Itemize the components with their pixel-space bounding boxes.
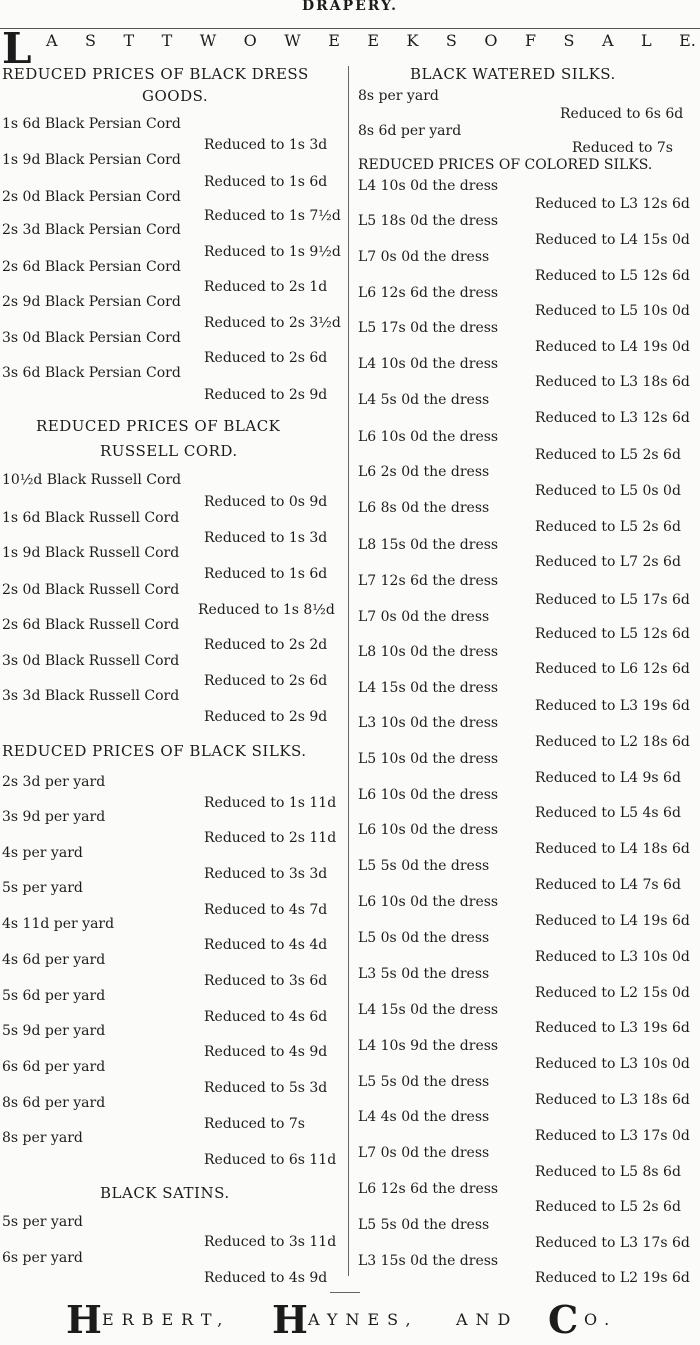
price-item: 1s 6d Black Persian Cord [2, 116, 181, 132]
banner-letter: T [123, 31, 135, 50]
reduced-price: Reduced to 2s 2d [204, 637, 328, 653]
banner-letter: K [406, 31, 419, 50]
reduced-price: Reduced to L3 19s 6d [535, 698, 690, 714]
price-item: 1s 9d Black Russell Cord [2, 545, 180, 561]
header-label: DRAPERY. [301, 0, 399, 14]
banner-initial: L [2, 24, 32, 73]
reduced-price: Reduced to 2s 1d [204, 279, 328, 295]
reduced-price: Reduced to L4 9s 6d [535, 770, 681, 786]
reduced-price: Reduced to L4 19s 0d [535, 339, 690, 355]
price-item: L4 5s 0d the dress [358, 392, 490, 408]
reduced-price: Reduced to 1s 3d [204, 530, 328, 546]
reduced-price: Reduced to 1s 9½d [204, 244, 341, 260]
banner-letter: W [284, 31, 301, 50]
price-item: L6 2s 0d the dress [358, 464, 490, 480]
price-item: 5s per yard [2, 1214, 83, 1230]
price-item: 2s 6d Black Russell Cord [2, 617, 180, 633]
reduced-price: Reduced to L5 2s 6d [535, 1199, 681, 1215]
reduced-price: Reduced to L4 18s 6d [535, 841, 690, 857]
reduced-price: Reduced to L2 15s 0d [535, 985, 690, 1001]
price-item: L6 10s 0d the dress [358, 822, 499, 838]
footer-word: AYNES, [308, 1310, 419, 1329]
reduced-price: Reduced to L3 10s 0d [535, 949, 690, 965]
price-item: 5s 9d per yard [2, 1023, 106, 1039]
reduced-price: Reduced to 1s 6d [204, 566, 328, 582]
banner-letter: W [199, 31, 217, 50]
banner-letter: E. [679, 31, 696, 50]
footer-initial: H [272, 1297, 308, 1342]
banner-letter: O [243, 31, 257, 50]
price-item: 2s 6d Black Persian Cord [2, 259, 181, 275]
reduced-price: Reduced to L3 17s 0d [535, 1128, 690, 1144]
price-item: 8s per yard [358, 88, 439, 104]
reduced-price: Reduced to L5 12s 6d [535, 626, 690, 642]
price-item: L6 12s 6d the dress [358, 285, 499, 301]
footer-word: ERBERT, [102, 1310, 231, 1329]
banner-letter: A [601, 31, 614, 50]
price-item: L5 17s 0d the dress [358, 320, 499, 336]
reduced-price: Reduced to L5 12s 6d [535, 268, 690, 284]
price-item: L4 15s 0d the dress [358, 680, 499, 696]
price-item: L6 8s 0d the dress [358, 500, 490, 516]
reduced-price: Reduced to 1s 6d [204, 174, 328, 190]
reduced-price: Reduced to L4 15s 0d [535, 232, 690, 248]
reduced-price: Reduced to L3 12s 6d [535, 410, 690, 426]
reduced-price: Reduced to L3 12s 6d [535, 196, 690, 212]
price-item: 3s 3d Black Russell Cord [2, 688, 180, 704]
reduced-price: Reduced to L3 17s 6d [535, 1235, 690, 1251]
reduced-price: Reduced to L5 2s 6d [535, 447, 681, 463]
footer-signature [0, 1298, 700, 1345]
reduced-price: Reduced to L6 12s 6d [535, 661, 690, 677]
price-item: L7 12s 6d the dress [358, 573, 499, 589]
reduced-price: Reduced to L3 10s 0d [535, 1056, 690, 1072]
price-item: L6 10s 0d the dress [358, 894, 499, 910]
reduced-price: Reduced to 2s 9d [204, 387, 328, 403]
sale-banner [0, 24, 700, 73]
price-item: 6s 6d per yard [2, 1059, 106, 1075]
reduced-price: Reduced to 3s 6d [204, 973, 328, 989]
reduced-price: Reduced to 7s [204, 1116, 305, 1132]
reduced-price: Reduced to L2 19s 6d [535, 1270, 690, 1286]
reduced-price: Reduced to 0s 9d [204, 494, 328, 510]
reduced-price: Reduced to L3 18s 6d [535, 1092, 690, 1108]
price-item: L6 12s 6d the dress [358, 1181, 499, 1197]
price-item: 2s 0d Black Persian Cord [2, 189, 181, 205]
price-item: 2s 3d per yard [2, 774, 106, 790]
section-title-silks: REDUCED PRICES OF BLACK SILKS. [2, 742, 307, 760]
price-item: L5 5s 0d the dress [358, 858, 490, 874]
price-item: 10½d Black Russell Cord [2, 472, 182, 488]
reduced-price: Reduced to L5 8s 6d [535, 1164, 681, 1180]
reduced-price: Reduced to L3 19s 6d [535, 1020, 690, 1036]
price-item: 1s 6d Black Russell Cord [2, 510, 180, 526]
footer-initial: C [548, 1297, 579, 1342]
reduced-price: Reduced to 4s 6d [204, 1009, 328, 1025]
price-item: 8s per yard [2, 1130, 83, 1146]
price-item: L5 18s 0d the dress [358, 213, 499, 229]
reduced-price: Reduced to 1s 8½d [198, 602, 335, 618]
price-item: L4 10s 0d the dress [358, 178, 499, 194]
reduced-price: Reduced to L2 18s 6d [535, 734, 690, 750]
price-item: 8s 6d per yard [2, 1095, 106, 1111]
footer-word: O. [584, 1310, 618, 1329]
reduced-price: Reduced to 4s 7d [204, 902, 328, 918]
price-item: L3 5s 0d the dress [358, 966, 490, 982]
reduced-price: Reduced to 1s 3d [204, 137, 328, 153]
reduced-price: Reduced to 1s 7½d [204, 208, 341, 224]
reduced-price: Reduced to 4s 9d [204, 1044, 328, 1060]
section-title-persian: REDUCED PRICES OF BLACK DRESS [2, 65, 309, 83]
price-item: L5 5s 0d the dress [358, 1217, 490, 1233]
reduced-price: Reduced to 3s 11d [204, 1234, 337, 1250]
price-item: L6 10s 0d the dress [358, 429, 499, 445]
footer-word: AND [456, 1310, 519, 1329]
price-item: 8s 6d per yard [358, 123, 462, 139]
price-item: L7 0s 0d the dress [358, 249, 490, 265]
reduced-price: Reduced to 3s 3d [204, 866, 328, 882]
left-column [0, 64, 347, 1289]
section-title-russell-2: RUSSELL CORD. [100, 442, 238, 460]
reduced-price: Reduced to 1s 11d [204, 795, 337, 811]
price-item: L7 0s 0d the dress [358, 609, 490, 625]
reduced-price: Reduced to L5 10s 0d [535, 303, 690, 319]
reduced-price: Reduced to 2s 11d [204, 830, 337, 846]
price-item: L3 15s 0d the dress [358, 1253, 499, 1269]
reduced-price: Reduced to 6s 6d [560, 106, 684, 122]
reduced-price: Reduced to L5 4s 6d [535, 805, 681, 821]
banner-letter: E [328, 31, 340, 50]
reduced-price: Reduced to 2s 6d [204, 673, 328, 689]
banner-letters [46, 31, 696, 50]
reduced-price: Reduced to 4s 4d [204, 937, 328, 953]
price-item: L8 10s 0d the dress [358, 644, 499, 660]
reduced-price: Reduced to L4 19s 6d [535, 913, 690, 929]
section-title-colored: REDUCED PRICES OF COLORED SILKS. [358, 157, 653, 173]
right-column [350, 64, 700, 1289]
price-item: L4 10s 0d the dress [358, 356, 499, 372]
price-item: L7 0s 0d the dress [358, 1145, 490, 1161]
reduced-price: Reduced to 2s 6d [204, 350, 328, 366]
section-title-russell: REDUCED PRICES OF BLACK [36, 417, 281, 435]
banner-letter: E [367, 31, 380, 50]
price-item: 6s per yard [2, 1250, 83, 1266]
reduced-price: Reduced to L4 7s 6d [535, 877, 681, 893]
reduced-price: Reduced to 6s 11d [204, 1152, 337, 1168]
banner-letter: F [524, 31, 537, 50]
section-title-persian-2: GOODS. [142, 87, 209, 105]
footer-initial: H [66, 1297, 102, 1342]
banner-letter: S [563, 31, 575, 50]
price-item: L8 15s 0d the dress [358, 537, 499, 553]
reduced-price: Reduced to 4s 9d [204, 1270, 328, 1286]
price-item: 3s 9d per yard [2, 809, 106, 825]
price-item: L4 4s 0d the dress [358, 1109, 490, 1125]
price-item: 2s 3d Black Persian Cord [2, 222, 181, 238]
banner-letter: O [484, 31, 498, 50]
price-item: 4s 11d per yard [2, 916, 115, 932]
banner-letter: L [641, 31, 652, 50]
price-item: 3s 0d Black Persian Cord [2, 330, 181, 346]
price-item: L4 15s 0d the dress [358, 1002, 499, 1018]
price-item: 1s 9d Black Persian Cord [2, 152, 181, 168]
reduced-price: Reduced to L5 0s 0d [535, 483, 681, 499]
price-item: L4 10s 9d the dress [358, 1038, 499, 1054]
section-title-satins: BLACK SATINS. [100, 1184, 230, 1202]
price-item: 3s 6d Black Persian Cord [2, 365, 181, 381]
price-item: 2s 0d Black Russell Cord [2, 582, 180, 598]
banner-letter: A [46, 31, 58, 50]
reduced-price: Reduced to L5 17s 6d [535, 592, 690, 608]
price-item: L5 10s 0d the dress [358, 751, 499, 767]
banner-letter: S [85, 31, 96, 50]
price-item: 5s per yard [2, 880, 83, 896]
price-item: 3s 0d Black Russell Cord [2, 653, 180, 669]
price-item: 4s per yard [2, 845, 83, 861]
price-item: 2s 9d Black Persian Cord [2, 294, 181, 310]
reduced-price: Reduced to L5 2s 6d [535, 519, 681, 535]
price-item: 5s 6d per yard [2, 988, 106, 1004]
price-item: L3 10s 0d the dress [358, 715, 499, 731]
price-item: L5 0s 0d the dress [358, 930, 490, 946]
reduced-price: Reduced to 7s [572, 140, 673, 156]
price-item: L5 5s 0d the dress [358, 1074, 490, 1090]
reduced-price: Reduced to 5s 3d [204, 1080, 328, 1096]
footer-rule [330, 1292, 360, 1293]
reduced-price: Reduced to 2s 3½d [204, 315, 341, 331]
price-item: L6 10s 0d the dress [358, 787, 499, 803]
reduced-price: Reduced to 2s 9d [204, 709, 328, 725]
section-title-watered: BLACK WATERED SILKS. [410, 65, 616, 83]
reduced-price: Reduced to L7 2s 6d [535, 554, 681, 570]
price-item: 4s 6d per yard [2, 952, 106, 968]
reduced-price: Reduced to L3 18s 6d [535, 374, 690, 390]
banner-letter: S [445, 31, 457, 50]
banner-letter: T [161, 31, 173, 50]
